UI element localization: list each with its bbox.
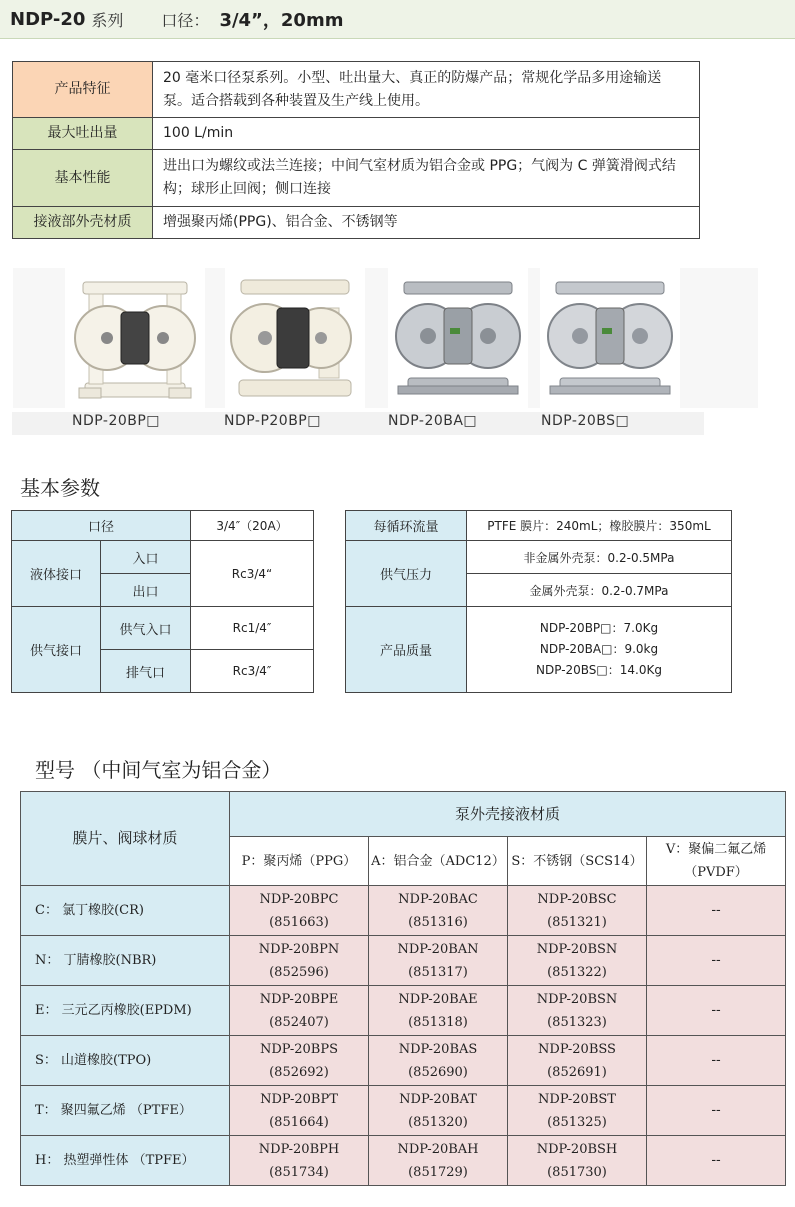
model-name: NDP-20 — [10, 8, 86, 30]
param-value: Rc1/4″ — [191, 607, 314, 650]
mass-item: NDP-20BA□：9.0kg — [539, 642, 659, 656]
pump-image-aluminum-icon — [388, 268, 528, 408]
param-label: 液体接口 — [12, 541, 101, 607]
part-code: (851729) — [408, 1164, 468, 1180]
product-caption: NDP-20BA□ — [388, 413, 478, 429]
part-code: (852596) — [269, 964, 329, 980]
model-cell — [369, 1086, 508, 1136]
material-label: S： 山道橡胶(TPO) — [21, 1036, 230, 1086]
model-number: NDP-20BST — [538, 1091, 616, 1107]
params-table-right — [345, 510, 732, 693]
mass-item: NDP-20BS□：14.0Kg — [536, 663, 662, 677]
model-column-header: P：聚丙烯（PPG） — [230, 837, 369, 886]
feature-label: 基本性能 — [13, 150, 153, 207]
model-column-header: S：不锈钢（SCS14） — [508, 837, 647, 886]
model-cell-empty: -- — [647, 886, 786, 936]
model-cell — [230, 1136, 369, 1186]
model-number: NDP-20BSN — [536, 991, 618, 1007]
feature-value: 100 L/min — [153, 118, 700, 150]
model-cell — [369, 986, 508, 1036]
param-value: PTFE 膜片：240mL；橡胶膜片：350mL — [467, 511, 732, 541]
feature-value: 进出口为螺纹或法兰连接；中间气室材质为铝合金或 PPG；气阀为 C 弹簧滑阀式结构；球形止回阀；侧口连接 — [153, 150, 700, 207]
params-table-left — [11, 510, 314, 693]
model-cell — [230, 1036, 369, 1086]
param-label: 供气压力 — [346, 541, 467, 607]
model-cell-empty: -- — [647, 1136, 786, 1186]
mass-item: NDP-20BP□：7.0Kg — [539, 621, 659, 635]
table-row — [21, 986, 786, 1036]
param-label: 供气接口 — [12, 607, 101, 693]
product-caption: NDP-20BS□ — [541, 413, 630, 429]
model-cell — [230, 986, 369, 1036]
bore-label: 口径： — [161, 10, 210, 30]
material-label: E： 三元乙丙橡胶(EPDM) — [21, 986, 230, 1036]
param-sublabel: 出口 — [101, 574, 191, 607]
feature-table — [12, 61, 700, 239]
model-number: NDP-20BSH — [536, 1141, 618, 1157]
model-column-header: A：铝合金（ADC12） — [369, 837, 508, 886]
part-code: (851322) — [547, 964, 607, 980]
table-row — [21, 936, 786, 986]
material-label: H： 热塑弹性体 （TPFE） — [21, 1136, 230, 1186]
model-cell-empty: -- — [647, 1036, 786, 1086]
model-cell — [508, 1136, 647, 1186]
feature-row — [13, 207, 700, 239]
bore-value: 3/4”，20mm — [219, 10, 344, 31]
param-label: 每循环流量 — [346, 511, 467, 541]
part-code: (851664) — [269, 1114, 329, 1130]
model-number: NDP-20BPS — [260, 1041, 338, 1057]
model-cell-empty: -- — [647, 986, 786, 1036]
part-code: (851317) — [408, 964, 468, 980]
part-code: (851321) — [547, 914, 607, 930]
material-label: C： 氯丁橡胶(CR) — [21, 886, 230, 936]
feature-row — [13, 62, 700, 118]
part-code: (851316) — [408, 914, 468, 930]
param-value: 金属外壳泵：0.2-0.7MPa — [467, 574, 732, 607]
param-label: 口径 — [12, 511, 191, 541]
model-cell — [508, 1086, 647, 1136]
feature-row — [13, 150, 700, 207]
part-code: (851663) — [269, 914, 329, 930]
part-code: (852692) — [269, 1064, 329, 1080]
pump-image-stainless-icon — [540, 268, 680, 408]
model-number: NDP-20BAS — [398, 1041, 478, 1057]
model-cell — [369, 1036, 508, 1086]
part-code: (852407) — [269, 1014, 329, 1030]
page-header — [0, 0, 795, 39]
model-number: NDP-20BAT — [399, 1091, 477, 1107]
model-number: NDP-20BSS — [538, 1041, 616, 1057]
model-number: NDP-20BPH — [258, 1141, 340, 1157]
model-number: NDP-20BPC — [259, 891, 339, 907]
model-cell — [508, 986, 647, 1036]
model-cell — [508, 1036, 647, 1086]
pump-image-ppg-icon — [65, 268, 205, 408]
model-number: NDP-20BPN — [258, 941, 340, 957]
product-caption: NDP-P20BP□ — [224, 413, 321, 429]
part-code: (851734) — [269, 1164, 329, 1180]
series-label: 系列 — [91, 10, 124, 30]
material-label: N： 丁腈橡胶(NBR) — [21, 936, 230, 986]
model-cell — [369, 1136, 508, 1186]
part-code: (851730) — [547, 1164, 607, 1180]
param-sublabel: 排气口 — [101, 650, 191, 693]
param-sublabel: 入口 — [101, 541, 191, 574]
model-table — [20, 791, 786, 1186]
pump-image-ppg-icon — [225, 268, 365, 408]
model-number: NDP-20BSC — [537, 891, 617, 907]
model-group-header: 泵外壳接液材质 — [230, 792, 786, 837]
model-number: NDP-20BSN — [536, 941, 618, 957]
param-value: Rc3/4″ — [191, 650, 314, 693]
table-row — [21, 1036, 786, 1086]
param-value: Rc3/4“ — [191, 541, 314, 607]
part-code: (851325) — [547, 1114, 607, 1130]
feature-value: 增强聚丙烯(PPG)、铝合金、不锈钢等 — [153, 207, 700, 239]
param-value: 3/4″（20A） — [191, 511, 314, 541]
product-caption: NDP-20BP□ — [72, 413, 161, 429]
part-code: (851320) — [408, 1114, 468, 1130]
section-title-basic-params: 基本参数 — [20, 476, 100, 500]
part-code: (851323) — [547, 1014, 607, 1030]
model-column-header: V：聚偏二氟乙烯（PVDF） — [647, 837, 786, 886]
section-title-models: 型号 （中间气室为铝合金） — [35, 758, 282, 782]
feature-label: 产品特征 — [13, 62, 153, 118]
model-cell-empty: -- — [647, 936, 786, 986]
part-code: (851318) — [408, 1014, 468, 1030]
table-row — [21, 1086, 786, 1136]
model-number: NDP-20BPT — [260, 1091, 338, 1107]
model-number: NDP-20BPE — [259, 991, 339, 1007]
feature-label: 接液部外壳材质 — [13, 207, 153, 239]
part-code: (852691) — [547, 1064, 607, 1080]
model-number: NDP-20BAN — [397, 941, 479, 957]
model-cell — [508, 936, 647, 986]
model-cell — [369, 886, 508, 936]
param-sublabel: 供气入口 — [101, 607, 191, 650]
model-cell — [230, 936, 369, 986]
table-row — [21, 886, 786, 936]
model-number: NDP-20BAE — [398, 991, 478, 1007]
model-cell — [508, 886, 647, 936]
model-corner-header: 膜片、阀球材质 — [21, 792, 230, 886]
model-number: NDP-20BAH — [397, 1141, 479, 1157]
model-cell — [230, 1086, 369, 1136]
part-code: (852690) — [408, 1064, 468, 1080]
model-cell — [369, 936, 508, 986]
model-rows — [21, 886, 786, 1186]
table-row — [21, 1136, 786, 1186]
param-label: 产品质量 — [346, 607, 467, 693]
model-cell-empty: -- — [647, 1086, 786, 1136]
feature-value: 20 毫米口径泵系列。小型、吐出量大、真正的防爆产品；常规化学品多用途输送泵。适合搭载到各种装置及生产线上使用。 — [153, 62, 700, 118]
material-label: T： 聚四氟乙烯 （PTFE） — [21, 1086, 230, 1136]
feature-label: 最大吐出量 — [13, 118, 153, 150]
param-value: 非金属外壳泵：0.2-0.5MPa — [467, 541, 732, 574]
feature-row — [13, 118, 700, 150]
param-value-mass — [467, 607, 732, 693]
model-number: NDP-20BAC — [398, 891, 478, 907]
model-cell — [230, 886, 369, 936]
